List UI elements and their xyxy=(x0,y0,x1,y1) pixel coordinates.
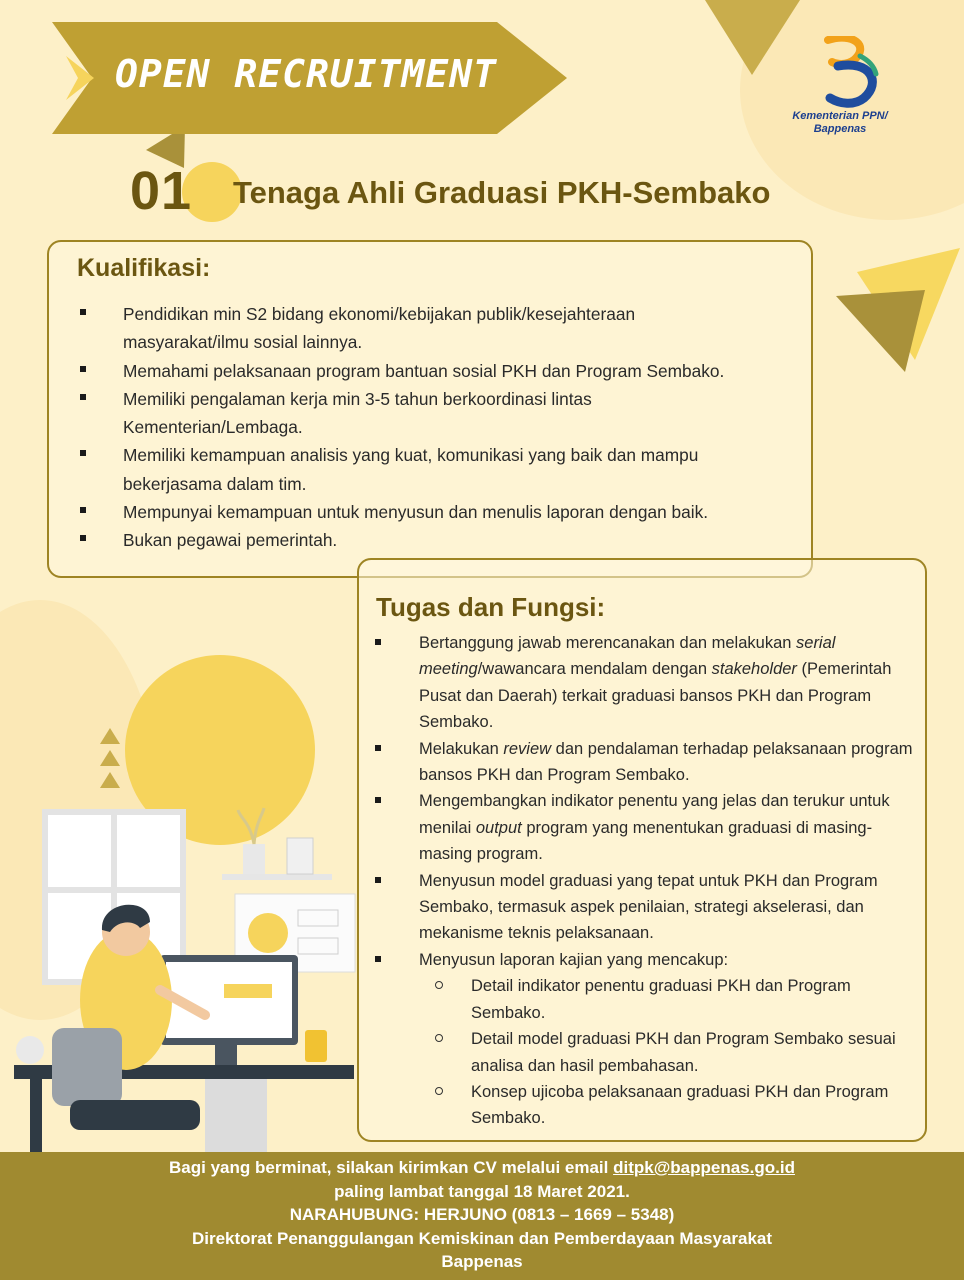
bullet-icon xyxy=(375,745,381,751)
report-sub-item: Detail model graduasi PKH dan Program Sembako sesuai analisa dan hasil pembahasan. xyxy=(375,1026,920,1079)
qualification-item: Bukan pegawai pemerintah. xyxy=(80,526,800,554)
report-sub-item: Detail indikator penentu graduasi PKH dan Program Sembako. xyxy=(375,973,920,1026)
duties-heading: Tugas dan Fungsi: xyxy=(376,592,606,622)
report-sub-list xyxy=(375,973,920,1131)
circle-bullet-icon xyxy=(435,1087,443,1095)
duty-item: Menyusun laporan kajian yang mencakup: xyxy=(375,947,920,973)
bullet-icon xyxy=(80,366,86,372)
footer-line1: Bagi yang berminat, silakan kirimkan CV melalui email xyxy=(169,1158,614,1177)
bullet-icon xyxy=(80,535,86,541)
email-link[interactable]: ditpk@bappenas.go.id xyxy=(613,1158,795,1177)
qualifications-heading: Kualifikasi: xyxy=(77,254,211,282)
footer-line3: NARAHUBUNG: HERJUNO (0813 – 1669 – 5348) xyxy=(289,1205,675,1224)
bappenas-logo xyxy=(780,36,900,146)
footer-line5: Bappenas xyxy=(441,1252,523,1271)
circle-bullet-icon xyxy=(435,981,443,989)
qualification-item: Memiliki pengalaman kerja min 3-5 tahun berkoordinasi lintas Kementerian/Lembaga. xyxy=(80,385,800,442)
position-title: Tenaga Ahli Graduasi PKH-Sembako xyxy=(233,175,771,210)
circle-bullet-icon xyxy=(435,1034,443,1042)
qualification-item: Memahami pelaksanaan program bantuan sosial PKH dan Program Sembako. xyxy=(80,357,800,385)
logo-text-line1: Kementerian PPN/ xyxy=(792,110,888,122)
bappenas-logo-icon xyxy=(818,36,888,111)
report-sub-item: Konsep ujicoba pelaksanaan graduasi PKH dan Program Sembako. xyxy=(375,1079,920,1132)
bullet-icon xyxy=(80,450,86,456)
qualification-item: Memiliki kemampuan analisis yang kuat, komunikasi yang baik dan mampu bekerjasama dalam tim. xyxy=(80,441,800,498)
banner-title: OPEN RECRUITMENT xyxy=(115,52,498,96)
duty-item: Menyusun model graduasi yang tepat untuk PKH dan Program Sembako, termasuk aspek penilaian, strategi akselerasi, dan mekanisme teknis pelaksanaan. xyxy=(375,868,920,947)
footer-contact xyxy=(0,1152,964,1280)
bullet-icon xyxy=(375,877,381,883)
logo-text-line2: Bappenas xyxy=(813,123,867,135)
bullet-icon xyxy=(80,309,86,315)
duty-item: Mengembangkan indikator penentu yang jelas dan terukur untuk menilai output program yang menentukan graduasi di masing-masing program. xyxy=(375,788,920,867)
workspace-illustration xyxy=(0,560,360,1152)
bullet-icon xyxy=(375,956,381,962)
qualification-item: Pendidikan min S2 bidang ekonomi/kebijakan publik/kesejahteraan masyarakat/ilmu sosial lainnya. xyxy=(80,300,800,357)
bullet-icon xyxy=(375,797,381,803)
bullet-icon xyxy=(80,394,86,400)
duties-list xyxy=(375,630,920,1132)
bullet-icon xyxy=(80,507,86,513)
duty-item: Bertanggung jawab merencanakan dan melakukan serial meeting/wawancara mendalam dengan stakeholder (Pemerintah Pusat dan Daerah) terkait graduasi bansos PKH dan Program Sembako. xyxy=(375,630,920,736)
footer-line2: paling lambat tanggal 18 Maret 2021. xyxy=(334,1181,630,1201)
footer-line4: Direktorat Penanggulangan Kemiskinan dan Pemberdayaan Masyarakat xyxy=(191,1228,773,1248)
bullet-icon xyxy=(375,639,381,645)
qualification-item: Mempunyai kemampuan untuk menyusun dan menulis laporan dengan baik. xyxy=(80,498,800,526)
qualifications-list xyxy=(80,300,800,555)
position-number: 01 xyxy=(130,161,193,221)
duty-item: Melakukan review dan pendalaman terhadap pelaksanaan program bansos PKH dan Program Sembako. xyxy=(375,736,920,789)
